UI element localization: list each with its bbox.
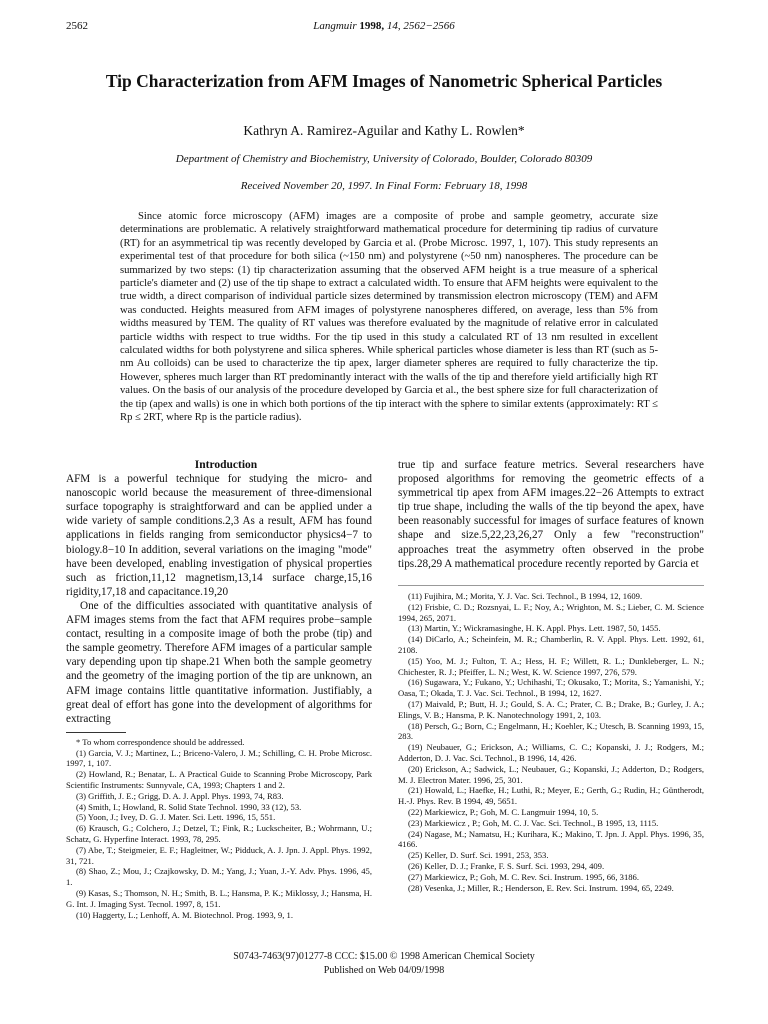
- reference-item: (26) Keller, D. J.; Franke, F. S. Surf. Sci. 1993, 294, 409.: [408, 860, 605, 871]
- reference-item: (9) Kasas, S.; Thomson, N. H.; Smith, B. L.; Hansma, P. K.; Miklossy, J.; Hansma, H. G. Int. J. Imaging Syst. Tecnol. 1997, 8, 151.: [66, 887, 372, 909]
- journal-name: Langmuir: [313, 20, 357, 32]
- reference-item: (1) Garcia, V. J.; Martinez, L.; Briceno-Valero, J. M.; Schilling, C. H. Probe Microsc. 1997, 1, 107.: [66, 747, 372, 769]
- intro-paragraph-3: true tip and surface feature metrics. Several researchers have proposed algorithms for removing the geometric effects of a symmetrical tip apex from AFM images.22−26 Attempts to extract tip true shape, including the walls of the tip beyond the apex, have been reasonably successful for images of surface features of known shape and size.5,22,23,26,27 Only a few "reconstruction" approaches treat the asymmetry often observed in the probe tips.28,29 A mathematical procedure recently reported by Garcia et: [398, 459, 704, 570]
- reference-item: (21) Howald, L.; Haefke, H.; Luthi, R.; Meyer, E.; Gerth, G.; Rudin, H.; Güntherodt, H.-J. Phys. Rev. B 1994, 49, 5651.: [398, 785, 704, 807]
- footnotes-right: [398, 591, 704, 893]
- reference-item: (7) Abe, T.; Steigmeier, E. F.; Hagleitner, W.; Pidduck, A. J. Jpn. J. Appl. Phys. 1992, 31, 721.: [66, 844, 372, 866]
- journal-volume: 14,: [386, 20, 401, 32]
- reference-item: (11) Fujihira, M.; Morita, Y. J. Vac. Sci. Technol., B 1994, 12, 1609.: [408, 591, 643, 601]
- reference-item: (25) Keller, D. Surf. Sci. 1991, 253, 353.: [408, 850, 549, 861]
- intro-paragraph-2: One of the difficulties associated with quantitative analysis of AFM images stems from the fact that AFM requires probe−sample contact, resulting in a composite image of both the probe (tip) and the sample geometry. Therefore AFM images of a particular sample vary depending upon tip shape.21 When both the sample geometry and the geometry of the imaging portion of the tip are unknown, an AFM image contains little quantitative information. Justifiably, a great deal of effort has gone into the development of algorithms for extracting: [66, 599, 372, 725]
- reference-item: (27) Markiewicz, P.; Goh, M. C. Rev. Sci. Instrum. 1995, 66, 3186.: [408, 871, 639, 882]
- journal-year: 1998,: [359, 20, 385, 32]
- reference-item: (8) Shao, Z.; Mou, J.; Czajkowsky, D. M.; Yang, J.; Yuan, J.-Y. Adv. Phys. 1996, 45, 1.: [66, 866, 372, 888]
- reference-item: (22) Markiewicz, P.; Goh, M. C. Langmuir 1994, 10, 5.: [408, 806, 599, 817]
- journal-citation: [66, 20, 702, 32]
- reference-item: (6) Krausch, G.; Colchero, J.; Detzel, T.; Fink, R.; Luckscheiter, B.; Wohrmann, U.; Schatz, G. Hyperfine Interact. 1993, 78, 295.: [66, 823, 372, 844]
- reference-item: (14) DiCarlo, A.; Scheinfein, M. R.; Chamberlin, R. V. Appl. Phys. Lett. 1992, 61, 2108.: [398, 634, 704, 655]
- reference-item: (17) Maivald, P.; Butt, H. J.; Gould, S. A. C.; Prater, C. B.; Drake, B.; Gurley, J. A.; Elings, V. B.; Hansma, P. K. Nanotechnology 1991, 2, 103.: [398, 698, 704, 720]
- article-authors: Kathryn A. Ramirez-Aguilar and Kathy L. Rowlen*: [243, 123, 525, 138]
- reference-item: (2) Howland, R.; Benatar, L. A Practical Guide to Scanning Probe Microscopy, Park Scientific Instruments: Sunnyvale, CA, 1993; Chapters 1 and 2.: [66, 769, 372, 790]
- reference-item: (20) Erickson, A.; Sadwick, L.; Neubauer, G.; Kopanski, J.; Adderton, D.; Rodgers, M. J. Electron Mater. 1996, 25, 301.: [398, 763, 704, 785]
- reference-item: (19) Neubauer, G.; Erickson, A.; Williams, C. C.; Kopanski, J. J.; Rodgers, M.; Adderton, D. J. Vac. Sci. Technol., B 1996, 14, 426.: [398, 742, 704, 763]
- running-head: [66, 20, 702, 36]
- footnotes-left: [66, 737, 372, 921]
- affiliation: Department of Chemistry and Biochemistry, University of Colorado, Boulder, Colorado 80309: [175, 153, 593, 165]
- left-column: [66, 458, 372, 920]
- section-heading-introduction: Introduction: [194, 459, 258, 471]
- correspondence-note: * To whom correspondence should be addressed.: [76, 736, 245, 747]
- reference-item: (15) Yoo, M. J.; Fulton, T. A.; Hess, H. F.; Willett, R. L.; Dunkleberger, L. N.; Chichester, R. J.; Pfeiffer, L. N.; West, K. W. Science 1997, 276, 579.: [398, 655, 704, 677]
- abstract: Since atomic force microscopy (AFM) images are a composite of probe and sample geometry, accurate size determinations are problematic. A relatively straightforward mathematical procedure for determining tip radius of curvature (RT) for an asymmetrical tip was recently developed by Garcia et al. (Probe Microsc. 1997, 1, 107). This study represents an experimental test of that procedure for both silica (~150 nm) and polystyrene (~50 nm) nanospheres. The procedure can be summarized by two steps: (1) tip characterization assuming that the observed AFM height is a true measure of a spherical particle's diameter and (2) use of the tip shape to extract a calculated width. To ensure that AFM heights were equivalent to the true width, a direct comparison of individual particle sizes determined by transmission electron microscopy (TEM) and AFM was conducted. Heights measured from AFM images of polystyrene nanospheres differed, on average, less than 5% from widths measured by TEM. The quality of RT values was therefore evaluated by the magnitude of relative error in calculated particle widths with respect to true widths. For the tip used in this study a calculated RT of 13 nm resulted in excellent calculated widths for both polystyrene and silica spheres. While spherical particles whose diameter is less than RT (such as 5-nm Au colloids) can be used to characterize the tip apex, larger diameter spheres are required to fully characterize the tip. However, spheres much larger than RT predominantly interact with the walls of the tip and therefore yield artificially high RT values. On the basis of our analysis of the procedure developed by Garcia et al., the best sphere size for full characterization of the tip (apex and walls) is one in which both portions of the tip interact with the sphere to similar extents (approximately: RT ≤ Rp ≤ 2RT, where Rp is the particle radius).: [120, 211, 658, 424]
- reference-item: (13) Martin, Y.; Wickramasinghe, H. K. Appl. Phys. Lett. 1987, 50, 1455.: [408, 623, 661, 634]
- right-column: [398, 458, 704, 571]
- reference-item: (28) Vesenka, J.; Miller, R.; Henderson, E. Rev. Sci. Instrum. 1994, 65, 2249.: [408, 882, 674, 893]
- reference-item: (10) Haggerty, L.; Lenhoff, A. M. Biotechnol. Prog. 1993, 9, 1.: [76, 909, 293, 920]
- reference-item: (16) Sugawara, Y.; Fukano, Y.; Uchihashi, T.; Okusako, T.; Morita, S.; Yamanishi, Y.; Oasa, T.; Okada, T. J. Vac. Sci. Technol., B 1994, 12, 1627.: [398, 677, 704, 699]
- reference-item: (3) Griffith, J. E.; Grigg, D. A. J. Appl. Phys. 1993, 74, R83.: [76, 790, 284, 801]
- footnote-rule-right: [398, 585, 704, 586]
- page-number: 2562: [66, 20, 88, 32]
- reference-item: (18) Persch, G.; Born, C.; Engelmann, H.; Koehler, K.; Utesch, B. Scanning 1993, 15, 283.: [398, 720, 704, 742]
- intro-paragraph-1: AFM is a powerful technique for studying the micro- and nanoscopic world because the measurement of three-dimensional surface topography is straightforward and can be applied under a wide variety of sample conditions.2,3 As a result, AFM has found applications in fields ranging from semiconductor physics4−7 to biology.8−10 In addition, several variations on the imaging "mode" have been developed, enabling investigation of physical properties such as friction,11,12 magnetism,13,14 surface charge,15,16 rigidity,17,18 and capacitance.19,20: [66, 473, 372, 598]
- footnote-rule: [66, 732, 126, 733]
- copyright-line: S0743-7463(97)01277-8 CCC: $15.00 © 1998 American Chemical Society: [233, 951, 535, 962]
- published-line: Published on Web 04/09/1998: [323, 965, 445, 976]
- received-dates: Received November 20, 1997. In Final Form: February 18, 1998: [240, 180, 528, 192]
- reference-item: (24) Nagase, M.; Namatsu, H.; Kurihara, K.; Makino, T. Jpn. J. Appl. Phys. 1996, 35, 4166.: [398, 828, 704, 850]
- reference-item: (23) Markiewicz , P.; Goh, M. C. J. Vac. Sci. Technol., B 1995, 13, 1115.: [408, 817, 659, 828]
- reference-item: (12) Frisbie, C. D.; Rozsnyai, L. F.; Noy, A.; Wrighton, M. S.; Lieber, C. M. Science 1994, 265, 2071.: [398, 601, 704, 623]
- reference-item: (5) Yoon, J.; Ivey, D. G. J. Mater. Sci. Lett. 1996, 15, 551.: [76, 812, 276, 823]
- journal-pages: 2562−2566: [403, 20, 455, 32]
- reference-item: (4) Smith, I.; Howland, R. Solid State Technol. 1990, 33 (12), 53.: [76, 801, 302, 812]
- article-title: Tip Characterization from AFM Images of Nanometric Spherical Particles: [105, 71, 663, 91]
